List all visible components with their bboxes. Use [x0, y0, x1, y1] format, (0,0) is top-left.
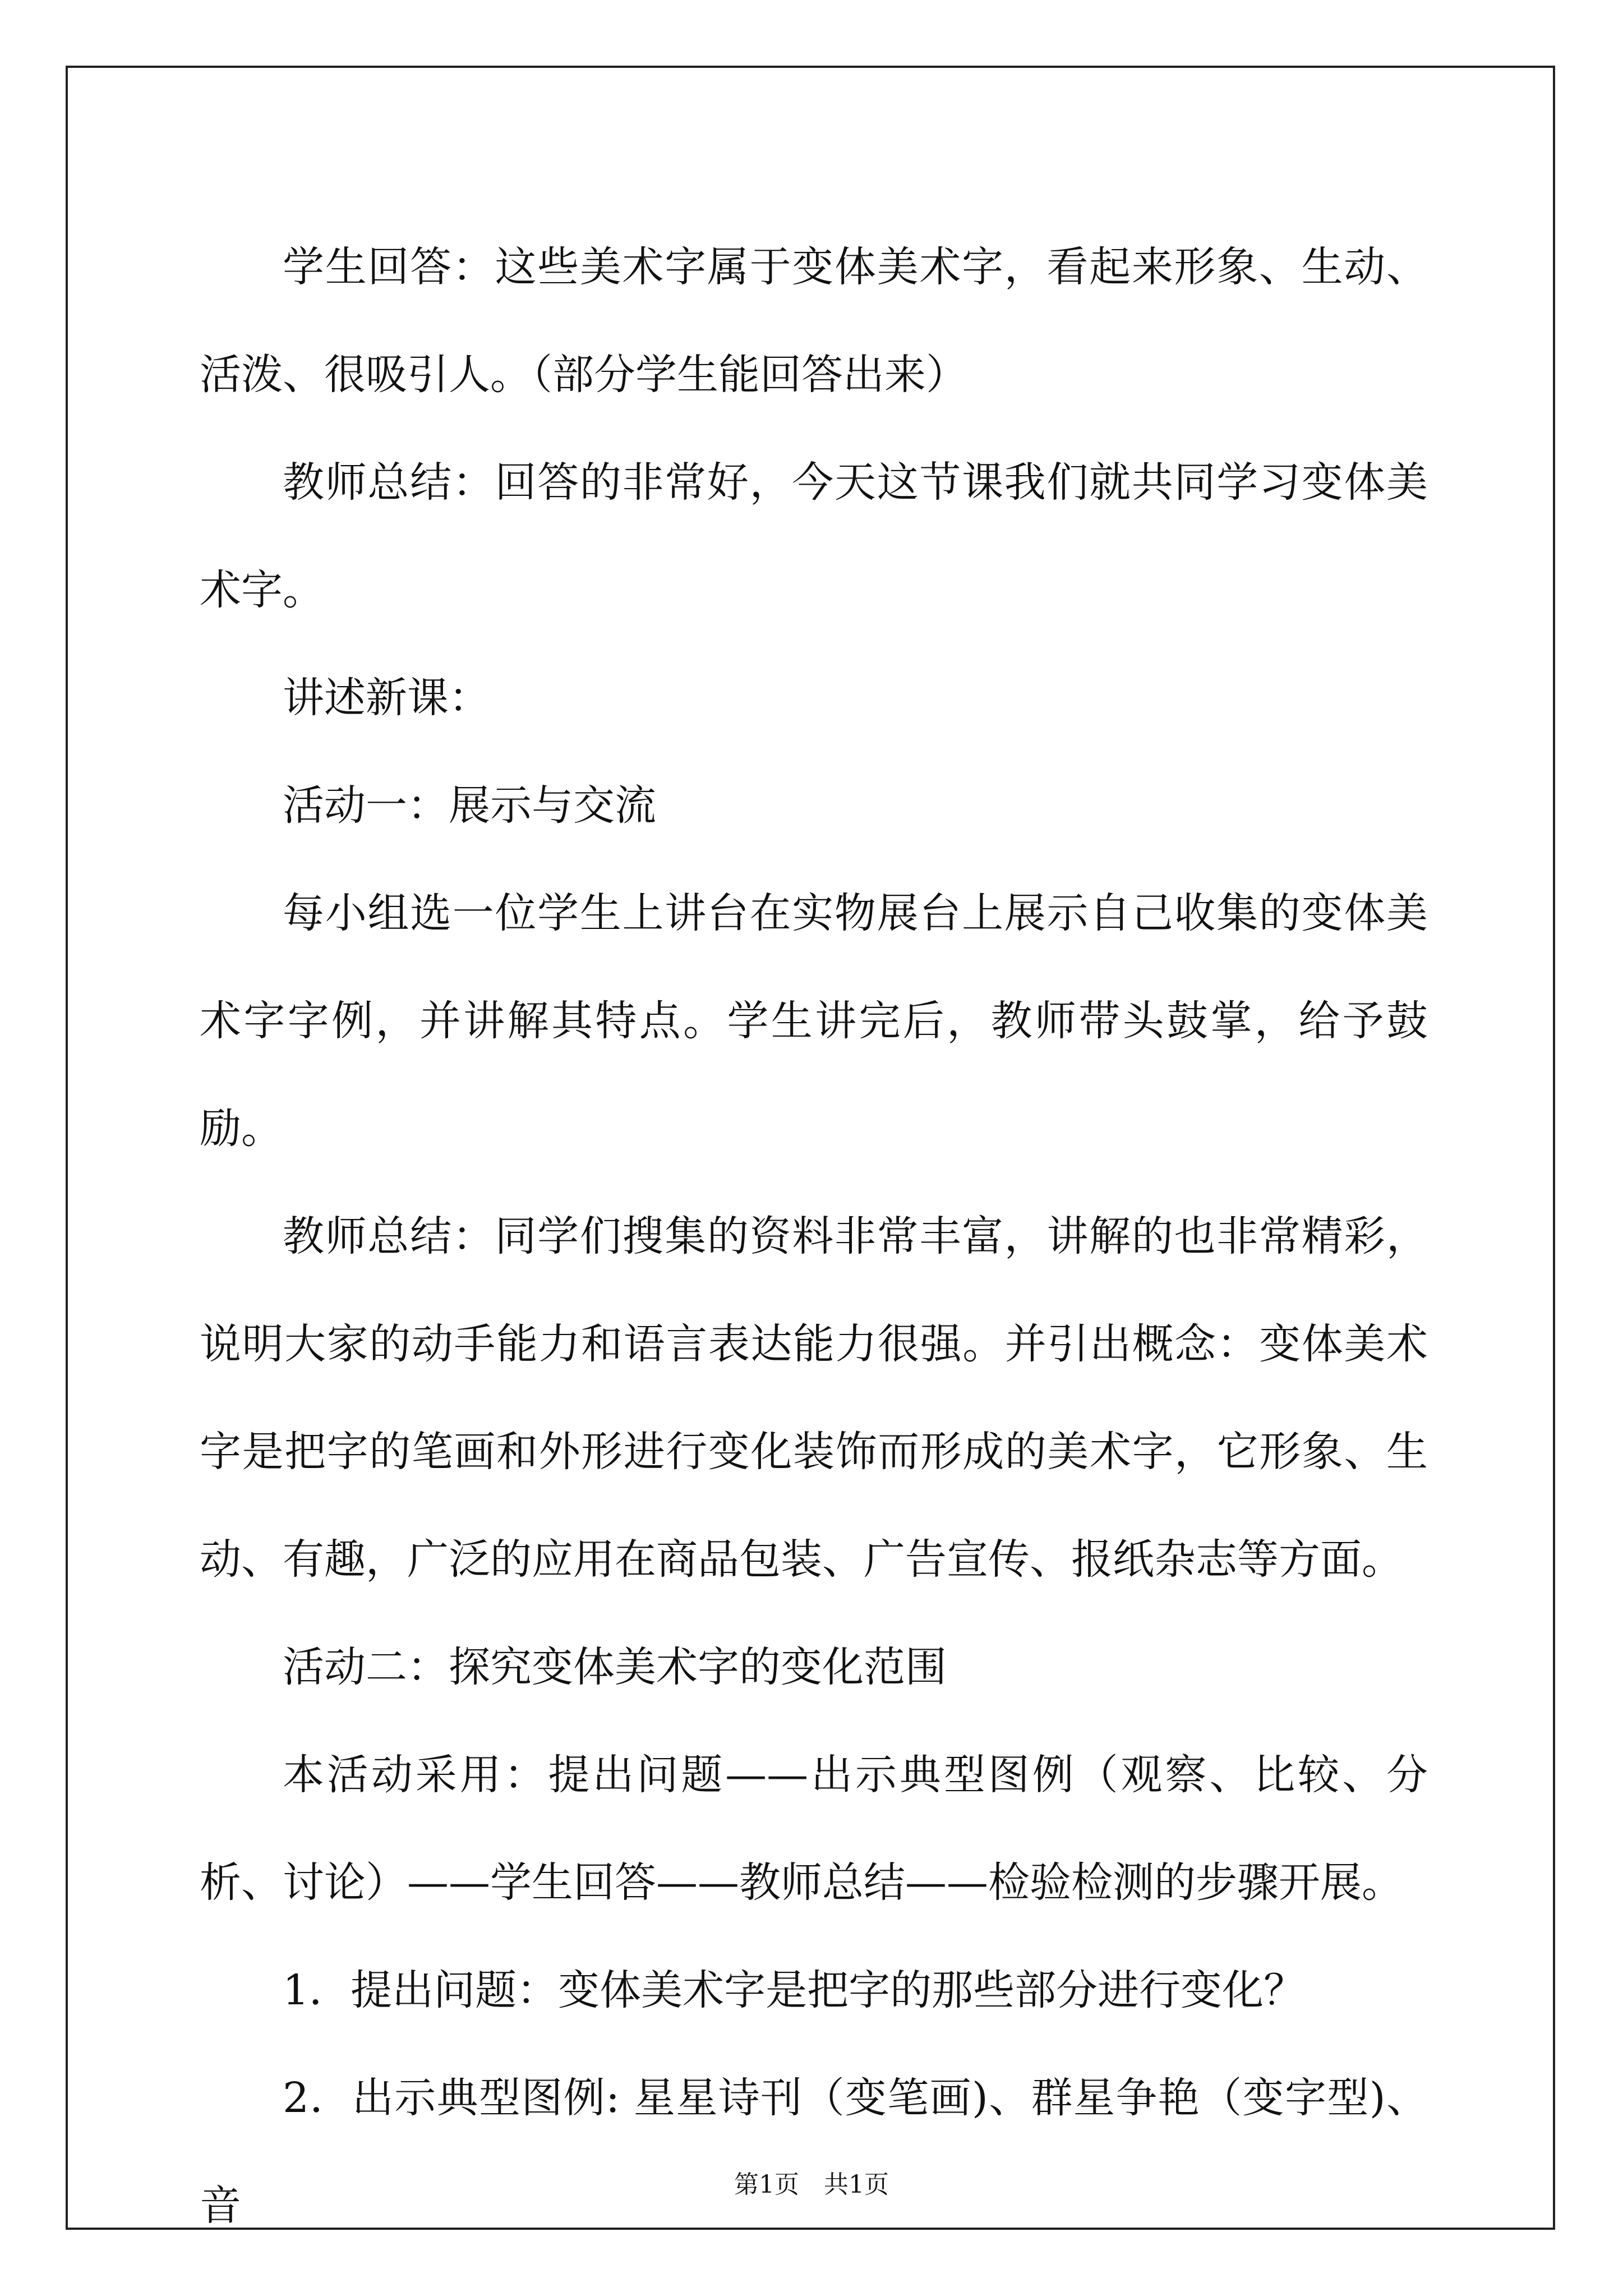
paragraph-new-lesson: 讲述新课：	[283, 674, 490, 722]
paragraph-teacher-summary-1: 教师总结：回答的非常好，今天这节课我们就共同学习变体美术字。	[200, 458, 1428, 614]
paragraph-group-presentation: 每小组选一位学生上讲台在实物展台上展示自己收集的变体美术字字例，并讲解其特点。学生讲完后，教师带头鼓掌，给予鼓励。	[200, 889, 1428, 1153]
paragraph-activity-two: 活动二：探究变体美术字的变化范围	[283, 1643, 947, 1691]
paragraph-student-answer: 学生回答：这些美术字属于变体美术字，看起来形象、生动、活泼、很吸引人。（部分学生能回答出来）	[200, 243, 1428, 399]
paragraph-step-2: 2．出示典型图例: 星星诗刊（变笔画)、群星争艳（变字型)、音	[200, 2074, 1428, 2230]
page-number-footer: 第1页 共1页	[734, 2170, 889, 2199]
paragraph-step-1: 1．提出问题：变体美术字是把字的那些部分进行变化？	[283, 1966, 1306, 2014]
paragraph-activity-one: 活动一：展示与交流	[283, 781, 656, 830]
paragraph-teacher-summary-2: 教师总结：同学们搜集的资料非常丰富，讲解的也非常精彩，说明大家的动手能力和语言表达能力很强。并引出概念：变体美术字是把字的笔画和外形进行变化装饰而形成的美术字，它形象、生动、有趣，广泛的应用在商品包装、广告宣传、报纸杂志等方面。	[200, 1212, 1428, 1584]
document-body	[200, 213, 1428, 2260]
paragraph-activity-method: 本活动采用：提出问题——出示典型图例（观察、比较、分析、讨论）——学生回答——教师总结——检验检测的步骤开展。	[200, 1751, 1428, 1907]
